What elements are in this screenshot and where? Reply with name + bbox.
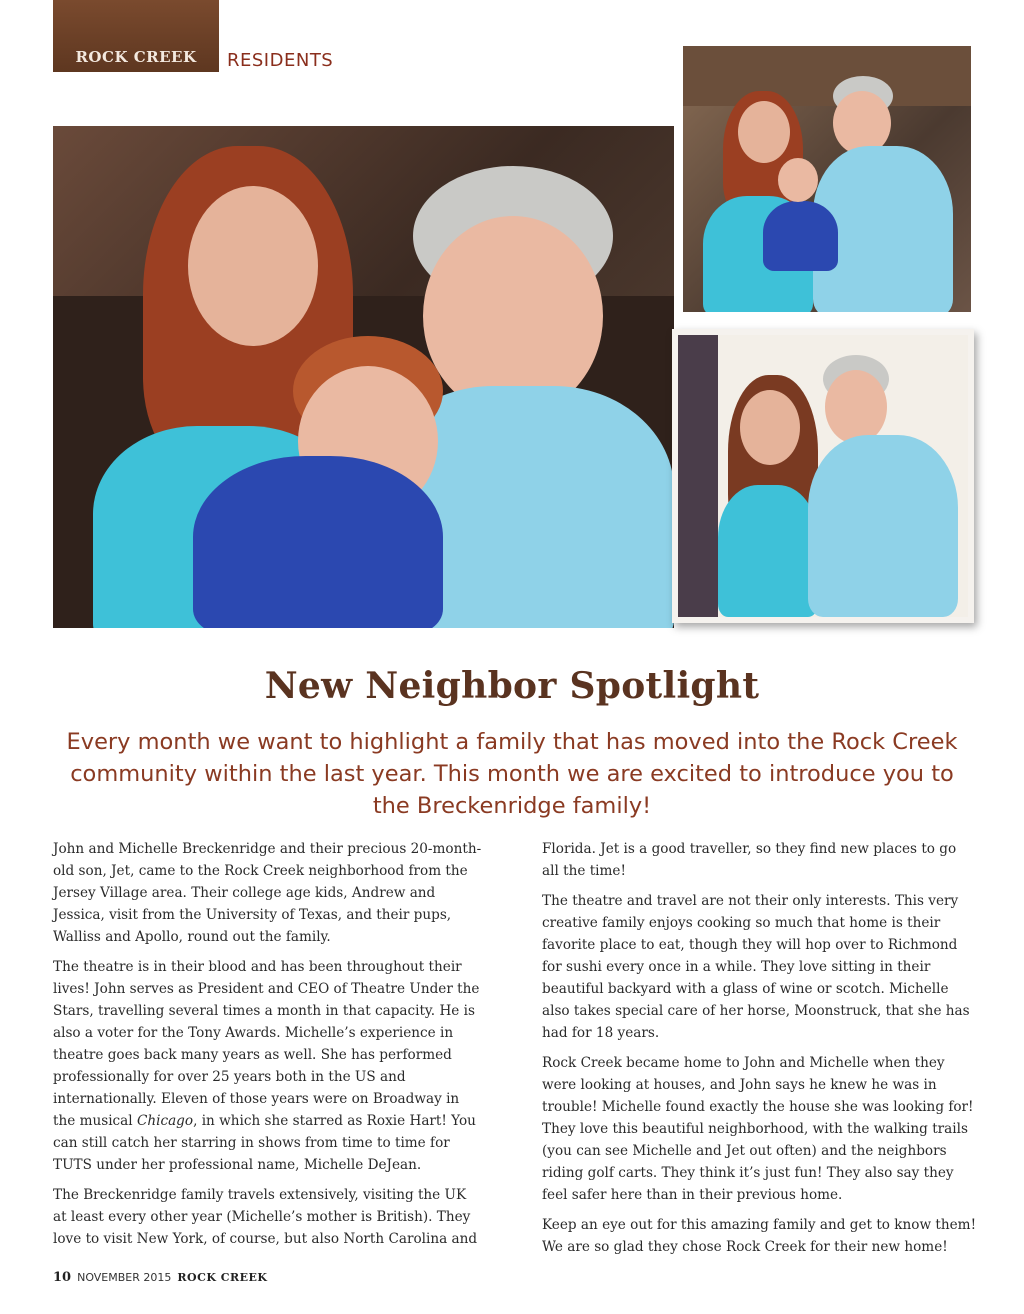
paragraph: The Breckenridge family travels extensively, visiting the UK at least every other year (Michelle’s mother is British). They love to visit New York, of course, but also North Carolina and (53, 1187, 478, 1247)
couple-photo-standing (672, 329, 974, 623)
article-column-right (542, 838, 977, 1266)
masthead-brand: ROCK CREEK (75, 48, 197, 66)
paragraph: The theatre is in their blood and has been throughout their lives! John serves as President and CEO of Theatre Under the Stars, travelling several times a month in that capacity. He is also a voter for the Tony Awards. Michelle’s experience in theatre goes back many years as well. She has performed professionally for over 25 years both in the US and internationally. Eleven of those years were on Broadway in the musical Chicago, in which she starred as Roxie Hart! You can still catch her starring in shows from time to time for TUTS under her professional name, Michelle DeJean. (53, 959, 480, 1173)
page-number: 10 (53, 1270, 72, 1285)
paragraph: Rock Creek became home to John and Michelle when they were looking at houses, and John says he knew he was in trouble! Michelle found exactly the house she was looking for! They love this beautiful neighborhood, with the walking trails (you can see Michelle and Jet out often) and the neighbors riding golf carts. They think it’s just fun! They also say they feel safer here than in their previous home. (542, 1055, 974, 1203)
page-footer (53, 1270, 268, 1285)
paragraph: Keep an eye out for this amazing family and get to know them! We are so glad they chose Rock Creek for their new home! (542, 1217, 977, 1255)
masthead-block (53, 0, 219, 72)
paragraph: Florida. Jet is a good traveller, so they find new places to go all the time! (542, 841, 957, 879)
issue-date: NOVEMBER 2015 (77, 1271, 172, 1284)
article-intro: Every month we want to highlight a family that has moved into the Rock Creek community within the last year. This month we are excited to introduce you to the Breckenridge family! (66, 729, 958, 819)
section-label: RESIDENTS (227, 50, 334, 71)
paragraph: The theatre and travel are not their only interests. This very creative family enjoys cooking so much that home is their favorite place to eat, though they will hop over to Richmond for sushi every once in a while. They love sitting in their beautiful backyard with a glass of wine or scotch. Michelle also takes special care of her horse, Moonstruck, that she has had for 18 years. (542, 893, 970, 1041)
family-photo-main (53, 126, 674, 628)
family-photo-couch (683, 46, 971, 312)
paragraph: John and Michelle Breckenridge and their precious 20-month-old son, Jet, came to the Rock Creek neighborhood from the Jersey Village area. Their college age kids, Andrew and Jessica, visit from the University of Texas, and their pups, Walliss and Apollo, round out the family. (53, 841, 482, 945)
footer-brand: ROCK CREEK (177, 1271, 268, 1284)
article-title: New Neighbor Spotlight (264, 665, 760, 707)
article-column-left (53, 838, 483, 1258)
